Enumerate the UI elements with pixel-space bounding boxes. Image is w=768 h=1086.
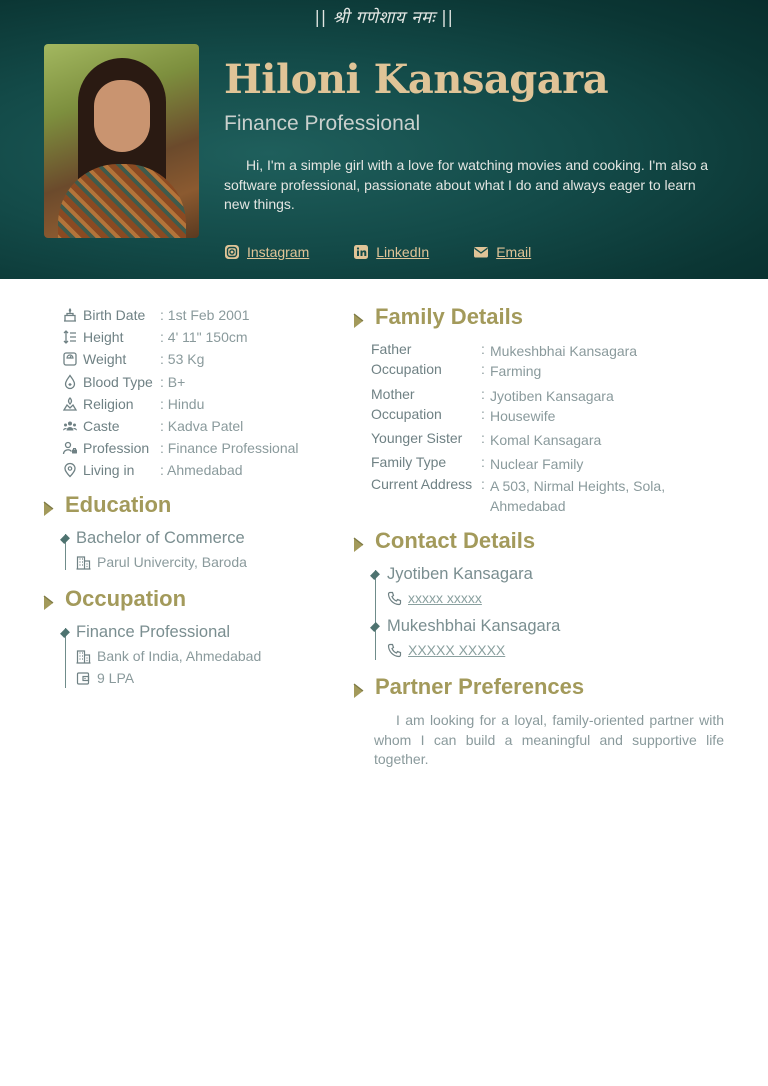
- linkedin-label: LinkedIn: [376, 244, 430, 260]
- family-row-family-type: Family Type : Nuclear Family: [371, 454, 584, 472]
- envelope-icon: [473, 244, 489, 260]
- institute-row: [76, 554, 247, 570]
- location-pin-icon: [62, 462, 78, 478]
- timeline-dot: [60, 628, 70, 638]
- detail-row-weight: Weight : 53 Kg: [62, 348, 299, 370]
- timeline-line: [375, 570, 376, 660]
- contact-phone-row: [387, 590, 533, 606]
- building-icon: [76, 555, 91, 570]
- contact-item: [387, 617, 560, 658]
- contact-phone-link[interactable]: xxxxx xxxxx: [408, 590, 482, 606]
- timeline-dot: [370, 622, 380, 632]
- education-heading: Education: [42, 492, 171, 518]
- partner-preferences-text: I am looking for a loyal, family-oriented partner with whom I can build a meaningful and supportive life together.: [374, 712, 724, 767]
- profile-photo: [44, 44, 199, 238]
- religion-icon: [62, 396, 78, 412]
- family-row-address: Current Address : A 503, Nirmal Heights, Sola, Ahmedabad: [371, 476, 666, 514]
- contact-phone-link[interactable]: XXXXX XXXXX: [408, 642, 506, 658]
- email-link[interactable]: [473, 244, 531, 260]
- profile-title: Finance Professional: [224, 112, 421, 135]
- detail-row-living-in: Living in : Ahmedabad: [62, 459, 299, 481]
- ruler-icon: [62, 329, 78, 345]
- instagram-icon: [224, 244, 240, 260]
- institute-name: Parul Univercity, Baroda: [97, 554, 247, 570]
- profile-header: [0, 0, 768, 279]
- family-row-father: Father : Mukeshbhai Kansagara: [371, 341, 638, 359]
- email-label: Email: [496, 244, 532, 260]
- instagram-label: Instagram: [247, 244, 310, 260]
- phone-icon: [387, 643, 402, 658]
- family-row-father-occupation: Occupation : Farming: [371, 361, 542, 379]
- chevron-right-icon: [42, 591, 56, 607]
- detail-row-religion: Religion : Hindu: [62, 393, 299, 415]
- linkedin-link[interactable]: [353, 244, 429, 260]
- invocation-text: || श्री गणेशाय नमः ||: [314, 8, 454, 28]
- employer-name: Bank of India, Ahmedabad: [97, 648, 262, 664]
- phone-icon: [387, 591, 402, 606]
- family-heading: Family Details: [352, 304, 523, 330]
- occupation-item: [76, 623, 261, 686]
- partner-heading: Partner Preferences: [352, 674, 584, 700]
- scale-icon: [62, 351, 78, 367]
- family-row-mother: Mother : Jyotiben Kansagara: [371, 386, 614, 404]
- detail-row-birth-date: Birth Date : 1st Feb 2001: [62, 304, 299, 326]
- blood-drop-icon: [62, 374, 78, 390]
- instagram-link[interactable]: [224, 244, 309, 260]
- chevron-right-icon: [352, 679, 366, 695]
- timeline-dot: [370, 570, 380, 580]
- chevron-right-icon: [352, 533, 366, 549]
- occupation-heading: Occupation: [42, 586, 186, 612]
- education-item: [76, 529, 247, 570]
- contact-phone-row: [387, 642, 560, 658]
- personal-details: [62, 304, 299, 482]
- contact-heading: Contact Details: [352, 528, 535, 554]
- family-row-mother-occupation: Occupation : Housewife: [371, 406, 556, 424]
- salary-row: [76, 670, 261, 686]
- building-icon: [76, 649, 91, 664]
- family-details: [371, 341, 690, 516]
- contact-item: [387, 565, 533, 606]
- detail-row-profession: Profession : Finance Professional: [62, 437, 299, 459]
- family-row-sister: Younger Sister : Komal Kansagara: [371, 430, 602, 448]
- user-briefcase-icon: [62, 440, 78, 456]
- people-icon: [62, 418, 78, 434]
- wallet-icon: [76, 671, 91, 686]
- timeline-dot: [60, 534, 70, 544]
- detail-row-height: Height : 4' 11" 150cm: [62, 326, 299, 348]
- chevron-right-icon: [42, 497, 56, 513]
- employer-row: [76, 648, 261, 664]
- contact-name: Mukeshbhai Kansagara: [387, 617, 561, 635]
- linkedin-icon: [353, 244, 369, 260]
- occupation-role: Finance Professional: [76, 623, 231, 641]
- profile-name: Hiloni Kansagara: [224, 56, 609, 103]
- detail-row-caste: Caste : Kadva Patel: [62, 415, 299, 437]
- contact-name: Jyotiben Kansagara: [387, 565, 533, 583]
- chevron-right-icon: [352, 309, 366, 325]
- detail-row-blood-type: Blood Type : B+: [62, 371, 299, 393]
- salary-value: 9 LPA: [97, 670, 135, 686]
- social-links: [224, 244, 575, 260]
- profile-bio: Hi, I'm a simple girl with a love for watching movies and cooking. I'm also a software professional, passionate about what I do and always eager to learn new things.: [224, 157, 709, 212]
- degree-name: Bachelor of Commerce: [76, 529, 245, 547]
- cake-icon: [62, 307, 78, 323]
